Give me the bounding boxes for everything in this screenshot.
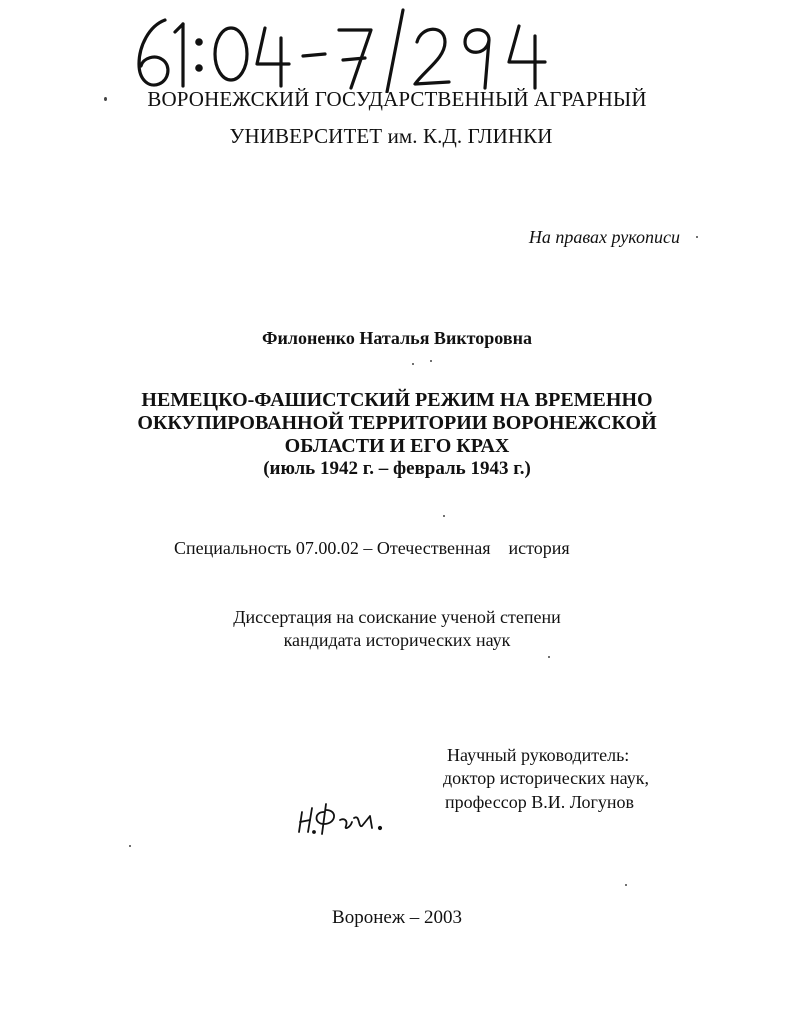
scan-speck — [104, 97, 107, 101]
scan-speck — [625, 884, 627, 886]
author-name: Филоненко Наталья Викторовна — [262, 328, 532, 348]
supervisor-label: Научный руководитель: — [447, 745, 630, 765]
dissertation-line-2: кандидата исторических наук — [283, 630, 511, 650]
supervisor-degree: доктор исторических наук, — [443, 768, 649, 788]
title-line-1: НЕМЕЦКО-ФАШИСТСКИЙ РЕЖИМ НА ВРЕМЕННО — [141, 389, 653, 411]
title-line-2: ОККУПИРОВАННОЙ ТЕРРИТОРИИ ВОРОНЕЖСКОЙ — [137, 412, 657, 434]
specialty: Специальность 07.00.02 – Отечественная история — [174, 538, 570, 558]
scan-speck — [443, 515, 445, 517]
title-line-3: ОБЛАСТИ И ЕГО КРАХ — [284, 435, 510, 457]
title-line-4: (июль 1942 г. – февраль 1943 г.) — [263, 458, 531, 479]
scan-speck — [412, 363, 414, 365]
rights-note: На правах рукописи — [528, 227, 680, 247]
scan-speck — [696, 236, 698, 238]
supervisor-name: профессор В.И. Логунов — [445, 792, 634, 812]
archive-number-handwritten — [125, 8, 565, 93]
city-year: Воронеж – 2003 — [332, 907, 462, 928]
scan-speck — [129, 845, 131, 847]
scan-speck — [430, 360, 432, 362]
dissertation-line-1: Диссертация на соискание ученой степени — [233, 607, 561, 627]
handwritten-signature — [296, 798, 396, 836]
institution-line-1: ВОРОНЕЖСКИЙ ГОСУДАРСТВЕННЫЙ АГРАРНЫЙ — [147, 87, 647, 111]
scan-speck — [548, 656, 550, 658]
institution-line-2: УНИВЕРСИТЕТ им. К.Д. ГЛИНКИ — [229, 124, 553, 148]
